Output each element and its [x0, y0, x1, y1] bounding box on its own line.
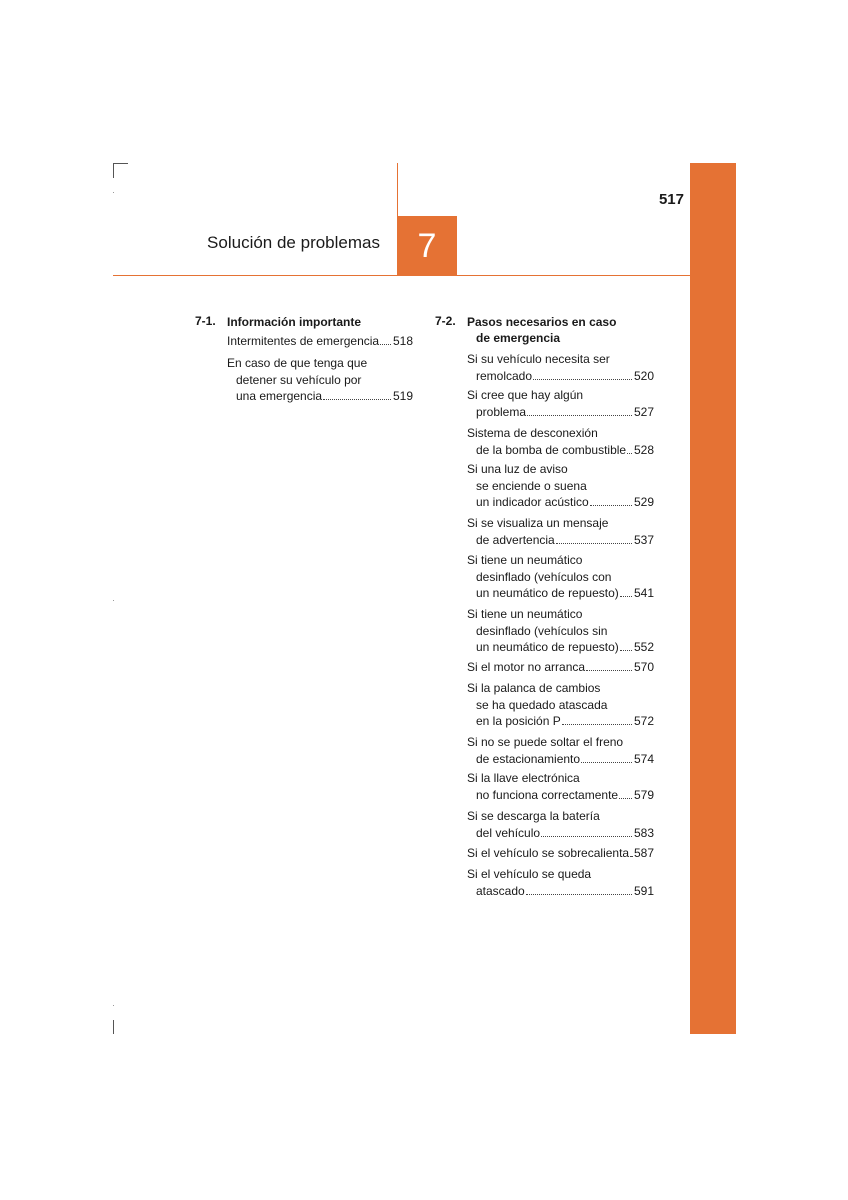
toc-entry-text: Si el vehículo se sobrecalienta [467, 846, 630, 860]
crop-mark-top-left-horizontal [113, 163, 128, 164]
toc-entry-text: Si la palanca de cambios [467, 681, 601, 695]
dot-leader [620, 650, 632, 651]
toc-entry-text: Si tiene un neumático [467, 607, 583, 621]
dot-leader [533, 379, 632, 380]
toc-entry-text: Sistema de desconexión [467, 426, 598, 440]
dot-leader [590, 505, 632, 506]
toc-entry[interactable] [467, 808, 654, 841]
toc-entry-text: en la posición P [476, 714, 561, 728]
chapter-side-tab [690, 163, 736, 1034]
registration-tick [113, 192, 114, 193]
toc-entry-text: un indicador acústico [476, 495, 589, 509]
dot-leader [562, 724, 632, 725]
section-number: 7-1. [195, 314, 216, 328]
toc-entry[interactable] [467, 845, 654, 862]
toc-entry[interactable] [467, 515, 654, 548]
toc-entry[interactable] [467, 461, 654, 511]
dot-leader [556, 543, 632, 544]
toc-entry[interactable] [467, 659, 654, 676]
toc-page-ref: 572 [633, 714, 654, 728]
toc-page-ref: 537 [633, 532, 654, 547]
toc-entry[interactable] [467, 734, 654, 767]
section-title [467, 314, 616, 346]
toc-entry-text: se enciende o suena [476, 478, 587, 493]
toc-entry[interactable] [467, 770, 654, 803]
section-title-line: de emergencia [476, 331, 561, 345]
section-number: 7-2. [435, 314, 456, 328]
toc-page-ref: 579 [633, 787, 654, 802]
dot-leader [581, 762, 632, 763]
toc-entry-text: del vehículo [476, 825, 541, 840]
toc-entry-text: Si una luz de aviso [467, 462, 568, 476]
toc-entry-text: Si el vehículo se queda [467, 867, 592, 881]
toc-entry-text: se ha quedado atascada [476, 697, 608, 712]
dot-leader [619, 798, 632, 799]
toc-entry-text: de advertencia [476, 532, 555, 547]
toc-entry[interactable] [467, 425, 654, 458]
toc-entry-text: no funciona correctamente [476, 787, 619, 802]
toc-page-ref: 583 [633, 825, 654, 840]
page-number: 517 [658, 191, 684, 208]
toc-entry-text: Intermitentes de emergencia [227, 334, 380, 348]
toc-entry-text: Si el motor no arranca [467, 660, 586, 674]
toc-page-ref: 574 [633, 751, 654, 766]
dot-leader [527, 415, 632, 416]
dot-leader [586, 670, 632, 671]
section-title: Información importante [227, 315, 362, 329]
toc-entry-text: Si tiene un neumático [467, 553, 583, 567]
dot-leader [526, 894, 632, 895]
dot-leader [620, 596, 632, 597]
toc-entry-text: un neumático de repuesto) [476, 640, 619, 654]
crop-mark-top-left-vertical [113, 163, 114, 178]
dot-leader [323, 399, 391, 400]
toc-entry[interactable] [227, 355, 413, 405]
toc-entry-text: de estacionamiento [476, 751, 581, 766]
toc-entry[interactable] [467, 606, 654, 656]
toc-section-7-2 [435, 314, 655, 904]
toc-page-ref: 591 [633, 883, 654, 898]
toc-entry-text: una emergencia [236, 389, 323, 403]
section-title-line: Pasos necesarios en caso [467, 315, 617, 329]
toc-entry-text: Si no se puede soltar el freno [467, 735, 624, 749]
dot-leader [630, 856, 632, 857]
registration-tick [113, 1005, 114, 1006]
toc-page-ref: 518 [392, 334, 413, 348]
header-vertical-rule [397, 163, 398, 217]
toc-page-ref: 528 [633, 442, 654, 457]
dot-leader [380, 344, 391, 345]
toc-entry[interactable] [227, 333, 413, 350]
toc-entry-text: de la bomba de combustible [476, 442, 627, 457]
toc-page-ref: 570 [633, 660, 654, 674]
chapter-title: Solución de problemas [207, 233, 380, 252]
toc-entry[interactable] [467, 387, 654, 420]
toc-entry[interactable] [467, 680, 654, 730]
toc-entry-text: Si cree que hay algún [467, 388, 584, 402]
toc-entry-text: detener su vehículo por [236, 372, 362, 387]
chapter-number-box: 7 [397, 216, 457, 276]
toc-section-7-1 [195, 314, 413, 414]
toc-entry[interactable] [467, 866, 654, 899]
toc-entry-text: En caso de que tenga que [227, 356, 368, 370]
crop-mark-bottom-left-vertical [113, 1020, 114, 1034]
dot-leader [541, 836, 632, 837]
toc-entry-text: Si se visualiza un mensaje [467, 516, 609, 530]
toc-entry-text: Si su vehículo necesita ser [467, 352, 610, 366]
toc-entry-text: desinflado (vehículos sin [476, 623, 608, 638]
toc-page-ref: 520 [633, 368, 654, 383]
toc-entry[interactable] [467, 552, 654, 602]
toc-page-ref: 587 [633, 846, 654, 860]
toc-page-ref: 527 [633, 404, 654, 419]
dot-leader [627, 453, 632, 454]
toc-entry[interactable] [467, 351, 654, 384]
toc-page-ref: 529 [633, 495, 654, 509]
toc-page-ref: 541 [633, 586, 654, 600]
toc-page-ref: 552 [633, 640, 654, 654]
registration-tick [113, 600, 114, 601]
toc-page-ref: 519 [392, 389, 413, 403]
toc-entry-text: un neumático de repuesto) [476, 586, 619, 600]
toc-entry-text: atascado [476, 883, 525, 898]
toc-entry-text: problema [476, 404, 527, 419]
toc-entry-text: desinflado (vehículos con [476, 569, 612, 584]
toc-entry-text: Si se descarga la batería [467, 809, 600, 823]
toc-entry-text: remolcado [476, 368, 533, 383]
toc-entry-text: Si la llave electrónica [467, 771, 580, 785]
